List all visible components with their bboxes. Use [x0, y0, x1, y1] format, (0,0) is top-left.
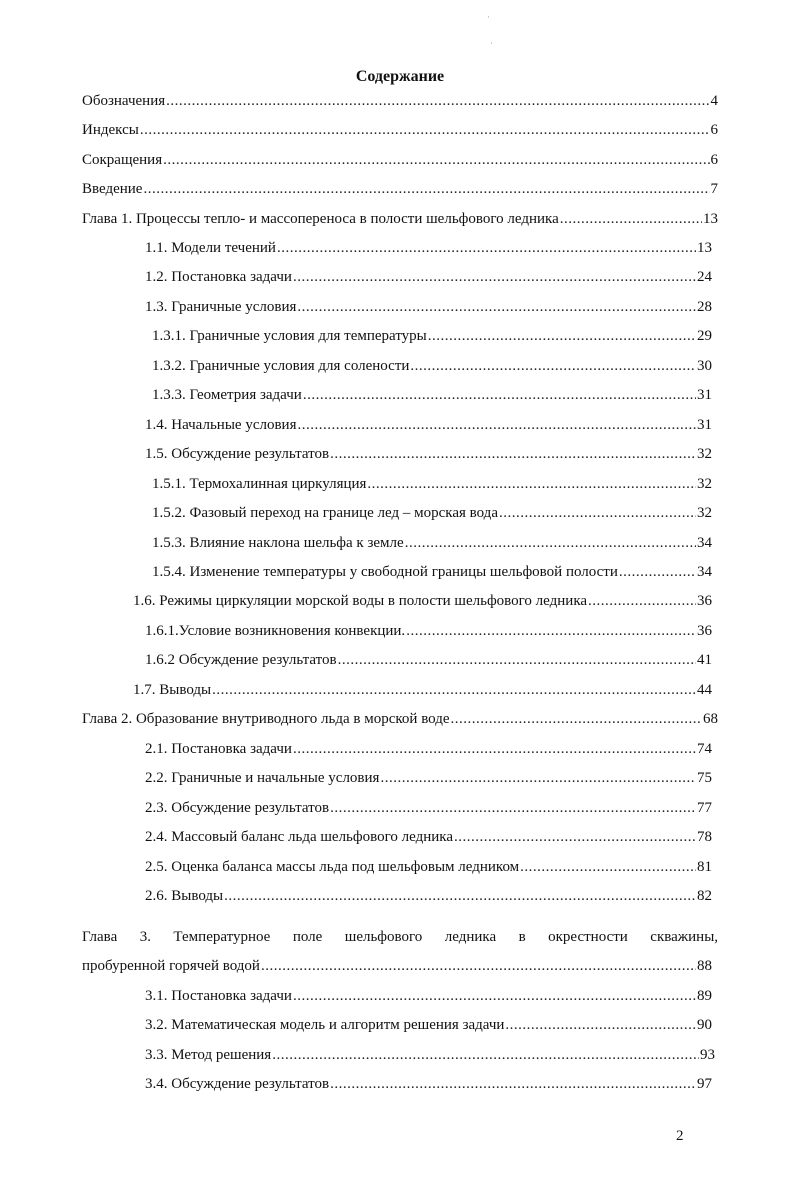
toc-entry-title: 1.5. Обсуждение результатов	[145, 446, 330, 462]
toc-entry-title: 3.3. Метод решения	[145, 1047, 272, 1063]
toc-entry-title: Обозначения	[82, 93, 166, 109]
toc-chapter3-line2[interactable]	[82, 956, 712, 976]
toc-entry-page: 13	[697, 240, 712, 256]
toc-entry-title: Глава 2. Образование внутриводного льда в морской воде	[82, 711, 450, 727]
dot-leader	[505, 1015, 696, 1035]
dot-leader	[330, 444, 696, 464]
toc-entry-page: 93	[700, 1047, 715, 1063]
toc-entry-title: 1.3. Граничные условия	[145, 299, 297, 315]
toc-entry[interactable]	[145, 621, 712, 641]
toc-entry[interactable]	[152, 533, 712, 553]
toc-entry-page: 97	[697, 1076, 712, 1092]
toc-entry-page: 75	[697, 770, 712, 786]
toc-entry-title: 1.7. Выводы	[133, 682, 212, 698]
dot-leader	[293, 267, 696, 287]
toc-entry-page: 36	[697, 593, 712, 609]
dot-leader	[261, 956, 696, 976]
dot-leader	[451, 709, 702, 729]
toc-entry-page: 7	[710, 181, 718, 197]
toc-entry[interactable]	[145, 650, 712, 670]
toc-entry-page: 24	[697, 269, 712, 285]
dot-leader	[499, 503, 696, 523]
toc-entry-title: 1.5.2. Фазовый переход на границе лед – морская вода	[152, 505, 498, 521]
toc-entry-title: Сокращения	[82, 152, 163, 168]
scan-speck: ·	[487, 12, 490, 22]
toc-entry-title: пробуренной горячей водой	[82, 958, 260, 974]
toc-chapter3-line1[interactable]	[82, 927, 718, 947]
toc-entry[interactable]	[82, 120, 718, 140]
dot-leader	[330, 1074, 696, 1094]
dot-leader	[588, 591, 696, 611]
toc-entry[interactable]	[133, 680, 712, 700]
toc-entry-page: 77	[697, 800, 712, 816]
dot-leader	[380, 768, 696, 788]
toc-entry-page: 29	[697, 328, 712, 344]
toc-entry-page: 30	[697, 358, 712, 374]
toc-entry-page: 82	[697, 888, 712, 904]
word: поле	[292, 929, 323, 945]
toc-entry[interactable]	[152, 326, 712, 346]
toc-entry-title: Введение	[82, 181, 143, 197]
dot-leader	[277, 238, 696, 258]
word: шельфового	[344, 929, 423, 945]
toc-entry-title: 2.3. Обсуждение результатов	[145, 800, 330, 816]
dot-leader	[410, 356, 696, 376]
toc-entry-title: 2.2. Граничные и начальные условия	[145, 770, 380, 786]
toc-entry-page: 44	[697, 682, 712, 698]
toc-entry[interactable]	[145, 739, 712, 759]
toc-entry-page: 81	[697, 859, 712, 875]
dot-leader	[297, 415, 696, 435]
toc-entry-title: 1.6.1.Условие возникновения конвекции.	[145, 623, 406, 639]
dot-leader	[272, 1045, 699, 1065]
dot-leader	[560, 209, 702, 229]
toc-entry[interactable]	[145, 1045, 715, 1065]
dot-leader	[405, 533, 696, 553]
toc-entry-page: 36	[697, 623, 712, 639]
toc-entry-page: 88	[697, 958, 712, 974]
toc-entry-page: 31	[697, 387, 712, 403]
dot-leader	[297, 297, 696, 317]
toc-entry[interactable]	[152, 562, 712, 582]
toc-entry-title: 3.1. Постановка задачи	[145, 988, 292, 1004]
toc-entry-page: 89	[697, 988, 712, 1004]
toc-entry-title: 1.5.4. Изменение температуры у свободной границы шельфовой полости	[152, 564, 618, 580]
page-title: Содержание	[355, 68, 445, 85]
toc-entry-page: 41	[697, 652, 712, 668]
toc-entry-title: 1.3.1. Граничные условия для температуры	[152, 328, 427, 344]
toc-entry[interactable]	[145, 886, 712, 906]
dot-leader	[212, 680, 696, 700]
toc-entry-title: 2.6. Выводы	[145, 888, 224, 904]
dot-leader	[406, 621, 696, 641]
toc-entry-page: 31	[697, 417, 712, 433]
toc-entry-title: 1.6.2 Обсуждение результатов	[145, 652, 337, 668]
toc-entry-title: 1.3.2. Граничные условия для солености	[152, 358, 410, 374]
toc-entry-page: 32	[697, 476, 712, 492]
toc-entry-title: 2.5. Оценка баланса массы льда под шельфовым ледником	[145, 859, 520, 875]
dot-leader	[163, 150, 709, 170]
dot-leader	[140, 120, 710, 140]
toc-entry-page: 32	[697, 505, 712, 521]
toc-entry-title: 1.1. Модели течений	[145, 240, 276, 256]
toc-entry[interactable]	[82, 179, 718, 199]
toc-entry[interactable]	[145, 798, 712, 818]
toc-entry[interactable]	[145, 986, 712, 1006]
toc-entry[interactable]	[145, 1015, 712, 1035]
dot-leader	[428, 326, 696, 346]
toc-entry[interactable]	[145, 267, 712, 287]
toc-entry[interactable]	[133, 591, 712, 611]
toc-entry-page: 34	[697, 564, 712, 580]
toc-entry[interactable]	[145, 827, 712, 847]
toc-entry[interactable]	[145, 768, 712, 788]
word: Температурное	[173, 929, 271, 945]
toc-entry[interactable]	[145, 444, 712, 464]
toc-entry-title: 2.4. Массовый баланс льда шельфового ледника	[145, 829, 453, 845]
dot-leader	[303, 385, 696, 405]
toc-entry-title: Индексы	[82, 122, 139, 138]
dot-leader	[293, 739, 696, 759]
toc-entry[interactable]	[145, 1074, 712, 1094]
toc-entry[interactable]	[145, 297, 712, 317]
toc-entry-page: 74	[697, 741, 712, 757]
toc-entry-title: 3.2. Математическая модель и алгоритм решения задачи	[145, 1017, 505, 1033]
toc-entry[interactable]	[145, 415, 712, 435]
dot-leader	[367, 474, 696, 494]
toc-entry-page: 68	[703, 711, 718, 727]
dot-leader	[619, 562, 696, 582]
toc-entry-title: Глава 1. Процессы тепло- и массопереноса в полости шельфового ледника	[82, 211, 559, 227]
toc-entry-page: 6	[710, 152, 718, 168]
toc-entry[interactable]	[82, 150, 718, 170]
toc-entry-title: 1.5.3. Влияние наклона шельфа к земле	[152, 535, 404, 551]
toc-entry-page: 32	[697, 446, 712, 462]
toc-entry[interactable]	[152, 356, 712, 376]
toc-entry[interactable]	[82, 91, 718, 111]
toc-entry[interactable]	[152, 385, 712, 405]
toc-entry-title: 1.4. Начальные условия	[145, 417, 297, 433]
word: Глава	[82, 929, 118, 945]
toc-entry-title: 3.4. Обсуждение результатов	[145, 1076, 330, 1092]
dot-leader	[224, 886, 696, 906]
toc-entry-page: 78	[697, 829, 712, 845]
scan-speck: ·	[490, 38, 493, 48]
dot-leader	[143, 179, 709, 199]
dot-leader	[166, 91, 709, 111]
page-number: 2	[676, 1128, 684, 1144]
toc-entry-page: 4	[710, 93, 718, 109]
dot-leader	[520, 857, 696, 877]
toc-entry[interactable]	[152, 474, 712, 494]
toc-entry[interactable]	[145, 857, 712, 877]
toc-entry-title: 1.2. Постановка задачи	[145, 269, 292, 285]
toc-entry[interactable]	[145, 238, 712, 258]
word: 3.	[139, 929, 151, 945]
toc-entry-title: 1.6. Режимы циркуляции морской воды в полости шельфового ледника	[133, 593, 588, 609]
dot-leader	[330, 798, 696, 818]
dot-leader	[293, 986, 696, 1006]
toc-entry-page: 34	[697, 535, 712, 551]
word: в	[518, 929, 526, 945]
dot-leader	[338, 650, 696, 670]
word: окрестности	[548, 929, 628, 945]
toc-entry-page: 90	[697, 1017, 712, 1033]
toc-entry-page: 6	[710, 122, 718, 138]
word: ледника	[444, 929, 497, 945]
toc-entry[interactable]	[82, 209, 718, 229]
toc-entry-title: 1.3.3. Геометрия задачи	[152, 387, 302, 403]
toc-entry-title: 1.5.1. Термохалинная циркуляция	[152, 476, 367, 492]
toc-entry-page: 28	[697, 299, 712, 315]
toc-entry-title: 2.1. Постановка задачи	[145, 741, 292, 757]
word: скважины,	[650, 929, 719, 945]
toc-entry[interactable]	[82, 709, 718, 729]
dot-leader	[454, 827, 696, 847]
toc-entry[interactable]	[152, 503, 712, 523]
toc-entry-page: 13	[703, 211, 718, 227]
